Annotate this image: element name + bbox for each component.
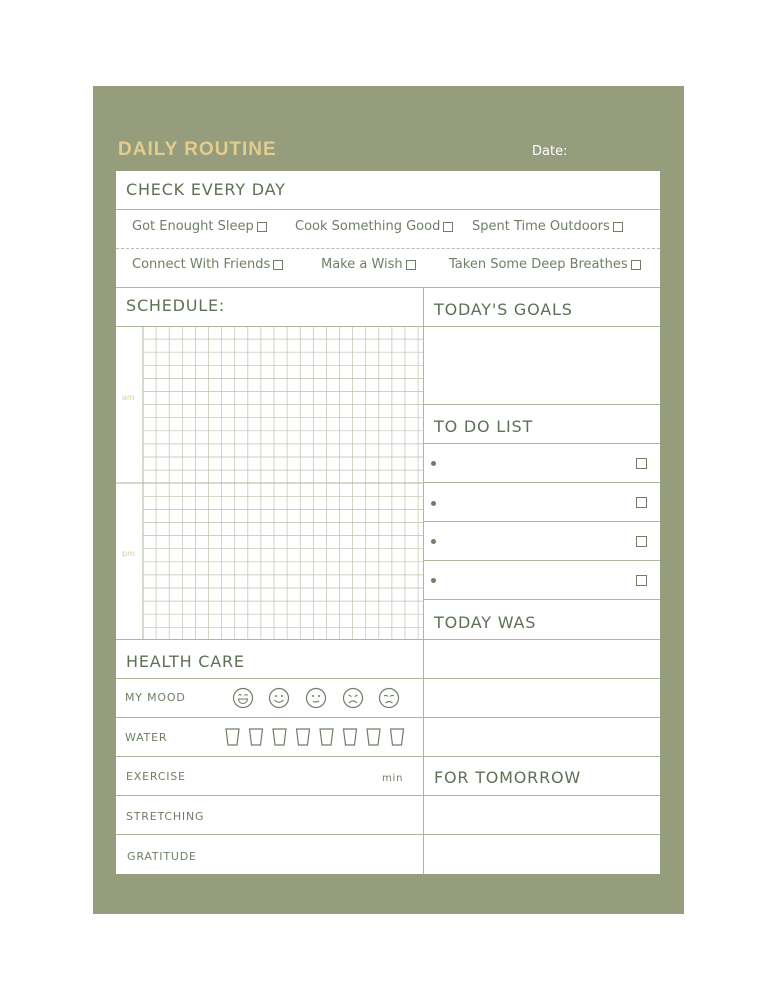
today-was-heading: TODAY WAS [434, 613, 537, 632]
water-cup-icon[interactable] [320, 729, 333, 745]
habit-checkbox[interactable] [443, 222, 453, 232]
neutral-face-icon[interactable] [305, 687, 327, 709]
habit-sleep[interactable] [132, 219, 267, 234]
todo-checkbox[interactable] [636, 458, 647, 469]
bullet-icon [431, 461, 436, 466]
smiling-face-icon[interactable] [268, 687, 290, 709]
laughing-face-icon[interactable] [232, 687, 254, 709]
todo-checkbox[interactable] [636, 575, 647, 586]
habit-friends[interactable] [132, 257, 283, 272]
habit-checkbox[interactable] [406, 260, 416, 270]
habit-wish[interactable] [321, 257, 416, 272]
gratitude-label: GRATITUDE [127, 850, 197, 863]
habit-breathes[interactable] [449, 257, 641, 272]
divider [116, 639, 660, 640]
divider [116, 795, 660, 796]
divider [423, 560, 660, 561]
divider [116, 756, 660, 757]
goals-area[interactable] [424, 327, 660, 404]
water-cup-icon[interactable] [250, 729, 263, 745]
pm-label: pm [122, 549, 135, 558]
divider [423, 521, 660, 522]
sad-face-icon[interactable] [342, 687, 364, 709]
planner-card [116, 171, 660, 874]
divider [116, 287, 660, 288]
divider [116, 678, 423, 679]
habit-cook[interactable] [295, 219, 453, 234]
divider [423, 482, 660, 483]
bullet-icon [431, 578, 436, 583]
habit-label: Make a Wish [321, 257, 403, 272]
water-cup-icon[interactable] [273, 729, 286, 745]
schedule-grid[interactable] [116, 326, 423, 640]
bullet-icon [431, 501, 436, 506]
page-title: DAILY ROUTINE [118, 139, 277, 160]
dashed-divider [116, 248, 660, 249]
tomorrow-heading: FOR TOMORROW [434, 768, 582, 787]
habit-checkbox[interactable] [613, 222, 623, 232]
habit-label: Cook Something Good [295, 219, 441, 234]
todo-checkbox[interactable] [636, 536, 647, 547]
mood-label: MY MOOD [125, 691, 186, 704]
divider [423, 599, 660, 600]
exercise-unit: min [382, 773, 404, 784]
date-label: Date: [532, 144, 568, 159]
crying-face-icon[interactable] [378, 687, 400, 709]
health-heading: HEALTH CARE [126, 652, 245, 671]
habit-label: Got Enought Sleep [132, 219, 254, 234]
schedule-heading: SCHEDULE: [126, 296, 226, 315]
bullet-icon [431, 539, 436, 544]
divider [116, 717, 660, 718]
habit-label: Connect With Friends [132, 257, 271, 272]
habit-label: Spent Time Outdoors [472, 219, 610, 234]
water-cup-icon[interactable] [367, 729, 380, 745]
habit-outdoors[interactable] [472, 219, 623, 234]
exercise-label: EXERCISE [126, 770, 186, 783]
habit-label: Taken Some Deep Breathes [449, 257, 628, 272]
water-label: WATER [125, 731, 168, 744]
water-cup-icon[interactable] [391, 729, 404, 745]
am-label: am [122, 393, 135, 402]
divider [116, 209, 660, 210]
divider [423, 678, 660, 679]
todo-checkbox[interactable] [636, 497, 647, 508]
divider [423, 404, 660, 405]
water-cups[interactable] [225, 728, 405, 746]
water-cup-icon[interactable] [344, 729, 357, 745]
habit-checkbox[interactable] [257, 222, 267, 232]
goals-heading: TODAY'S GOALS [434, 300, 573, 319]
divider [116, 834, 660, 835]
planner-sheet [93, 86, 684, 914]
habit-checkbox[interactable] [631, 260, 641, 270]
divider [423, 443, 660, 444]
habit-checkbox[interactable] [273, 260, 283, 270]
water-cup-icon[interactable] [297, 729, 310, 745]
check-heading: CHECK EVERY DAY [126, 180, 286, 199]
todo-heading: TO DO LIST [434, 417, 534, 436]
water-cup-icon[interactable] [226, 729, 239, 745]
stretching-label: STRETCHING [126, 810, 205, 823]
